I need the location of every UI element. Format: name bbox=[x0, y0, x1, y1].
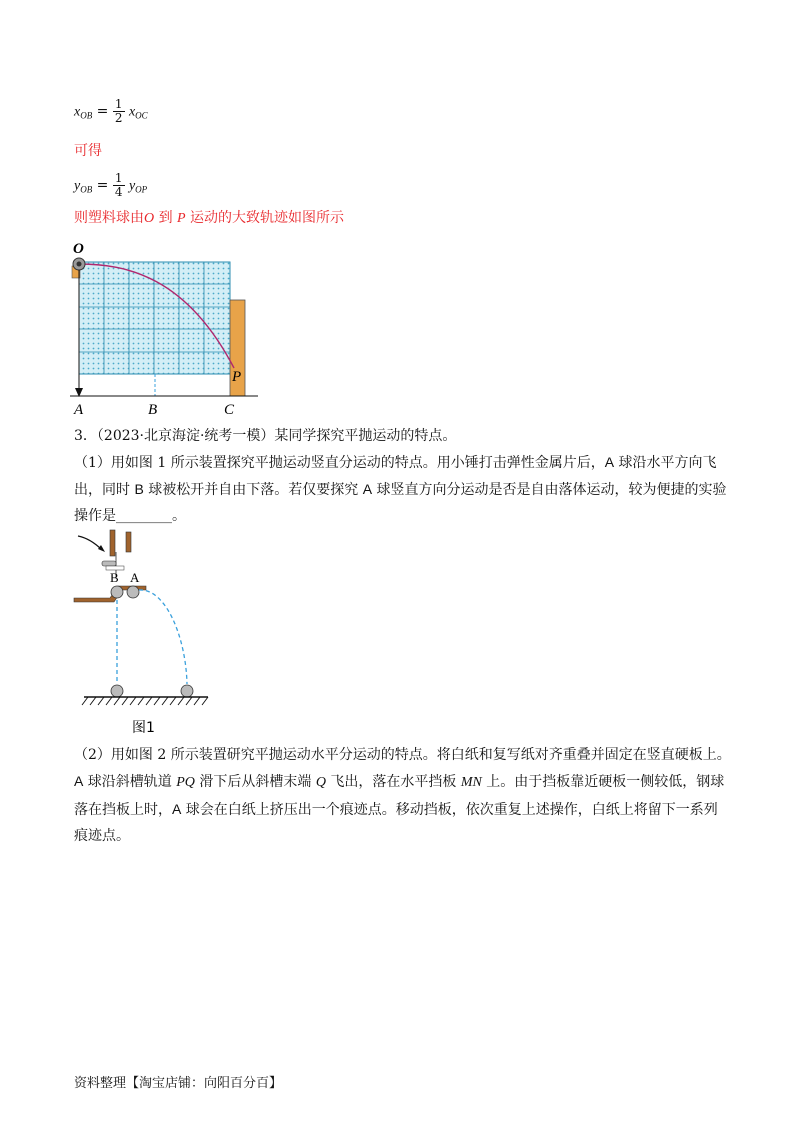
grid-paper bbox=[79, 262, 230, 374]
page-footer: 资料整理【淘宝店铺：向阳百分百】 bbox=[74, 1076, 283, 1091]
metal-strip bbox=[126, 532, 131, 552]
label-b: B bbox=[148, 402, 158, 418]
part1-answer-blank: 操作是________。 bbox=[74, 508, 186, 524]
eq1-lhs-sub: OB bbox=[80, 110, 93, 121]
fig1-caption: 图1 bbox=[132, 720, 155, 736]
eq1-lhs-var: x bbox=[74, 104, 81, 120]
eq2-lhs-sub: OB bbox=[80, 184, 93, 195]
eq1-rhs-sub: OC bbox=[135, 110, 148, 121]
part1-text: （1）用如图 1 所示装置探究平抛运动竖直分运动的特点。用小锤打击弹性金属片后，A 球沿水平方向飞 出，同时 B 球被松开并自由下落。若仅要探究 A 球竖直方向分运动是否是自由落体运动，较为便捷的实验 操作是________。 bbox=[74, 449, 734, 529]
hammer-swing-arrow bbox=[78, 536, 102, 550]
ball-b-start bbox=[111, 586, 123, 598]
hammer-handle bbox=[110, 530, 115, 556]
eq2-rhs-sub: OP bbox=[135, 184, 148, 195]
ball-a-path bbox=[139, 590, 187, 684]
ball-b-landed bbox=[111, 685, 123, 697]
eq2-rhs-var: y bbox=[128, 178, 136, 194]
question-header: 3．（2023·北京海淀·统考一模）某同学探究平抛运动的特点。 bbox=[74, 428, 457, 444]
eq2-lhs-var: y bbox=[74, 178, 81, 194]
fig1-label-a: A bbox=[130, 570, 140, 585]
kede-text: 可得 bbox=[74, 143, 102, 159]
equation-xob: $x_{OB}$ = $\frac{1}{2}$ $x_{OC}$ bbox=[74, 97, 148, 125]
ball-a-landed bbox=[181, 685, 193, 697]
label-o: O bbox=[73, 241, 84, 257]
label-c: C bbox=[224, 402, 235, 418]
eq1-fraction: $\frac{1}{2}$ bbox=[114, 97, 123, 125]
ball-a-start bbox=[127, 586, 139, 598]
eq1-rhs-var: x bbox=[128, 104, 136, 120]
part2-text: （2）用如图 2 所示装置研究平抛运动水平分运动的特点。将白纸和复写纸对齐重叠并固定在竖直硬板上。 A 球沿斜槽轨道 PQ 滑下后从斜槽末端 Q 飞出，落在水平挡板 MN 上。由于挡板靠近硬板一侧较低，钢球 落在挡板上时，A 球会在白纸上挤压出一个痕迹点。移动挡板，依次重复上述操作，白纸上将留下一系列 痕迹点。 bbox=[74, 747, 731, 844]
conclusion-text: 则塑料球由O 到 P 运动的大致轨迹如图所示 bbox=[74, 210, 345, 226]
trajectory-grid-figure bbox=[66, 236, 266, 418]
equation-yob: $y_{OB}$ = $\frac{1}{4}$ $y_{OP}$ bbox=[74, 171, 148, 199]
label-p: P bbox=[232, 369, 242, 385]
fig1-label-b: B bbox=[110, 570, 119, 585]
label-a: A bbox=[74, 402, 84, 418]
hammer-head bbox=[102, 561, 116, 566]
eq2-fraction: $\frac{1}{4}$ bbox=[114, 171, 123, 199]
floor-hatching bbox=[82, 697, 208, 705]
figure-1-apparatus bbox=[66, 528, 226, 740]
